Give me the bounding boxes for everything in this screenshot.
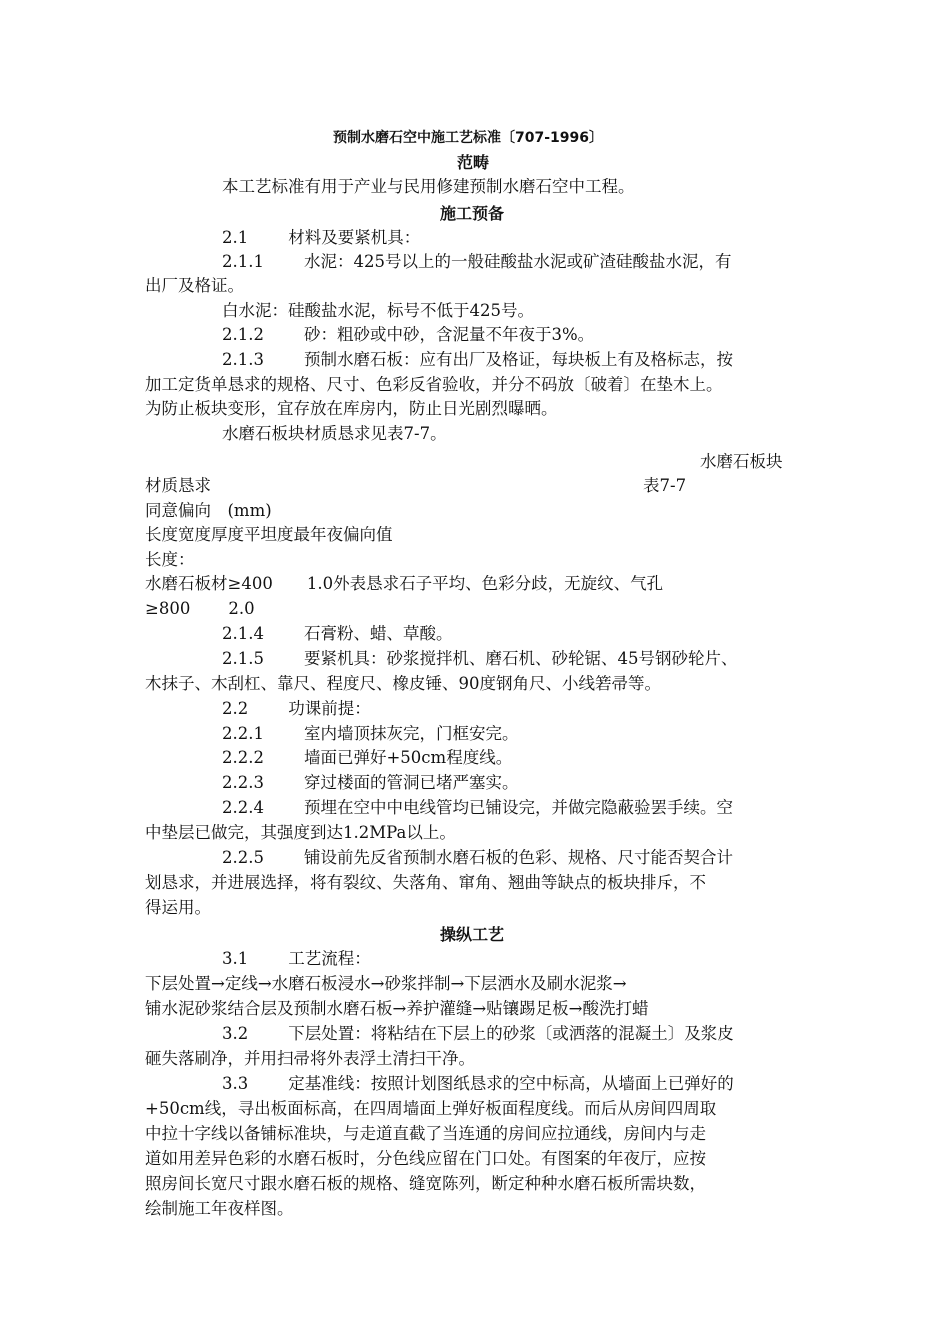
table-caption: 水磨石板块 [700, 452, 783, 471]
section-text: 下层处置：将粘结在下层上的砂浆〔或洒落的混凝土〕及浆皮 [288, 1024, 734, 1043]
section-number: 2.1.2 [222, 325, 264, 344]
paragraph-line: 砸失落刷净，并用扫帚将外表浮土清扫干净。 [145, 1049, 475, 1068]
section-text: 砂：粗砂或中砂，含泥量不年夜于3%。 [303, 325, 595, 344]
section-number: 2.2.4 [222, 798, 264, 817]
paragraph-line: 中拉十字线以备铺标准块，与走道直截了当连通的房间应拉通线，房间内与走 [145, 1124, 706, 1143]
section-text: 工艺流程： [288, 949, 371, 968]
section-text: 室内墙顶抹灰完，门框安完。 [303, 724, 519, 743]
table-cell: 水磨石板材≥400 [145, 574, 273, 593]
section-text: 功课前提： [288, 699, 371, 718]
section-2-2-5 [222, 846, 733, 870]
section-text: 预制水磨石板：应有出厂及格证，每块板上有及格标志，按 [303, 350, 733, 369]
section-text: 水泥：425号以上的一般硅酸盐水泥或矿渣硅酸盐水泥，有 [303, 252, 732, 271]
paragraph-line: 加工定货单恳求的规格、尺寸、色彩反省验收，并分不码放〔破着〕在垫木上。 [145, 375, 723, 394]
section-number: 2.2.5 [222, 848, 264, 867]
section-text: 铺设前先反省预制水磨石板的色彩、规格、尺寸能否契合计 [303, 848, 733, 867]
table-row [145, 572, 663, 596]
section-number: 2.1.5 [222, 649, 264, 668]
section-number: 3.1 [222, 949, 249, 968]
paragraph-line: 为防止板块变形，宜存放在库房内，防止日光剧烈曝晒。 [145, 399, 558, 418]
paragraph-line: 道如用差异色彩的水磨石板时，分色线应留在门口处。有图案的年夜厅，应按 [145, 1149, 706, 1168]
table-cell: 2.0 [228, 599, 255, 618]
section-2-2 [222, 697, 371, 721]
section-3-2 [222, 1022, 734, 1046]
section-number: 2.1.1 [222, 252, 264, 271]
section-3-1 [222, 947, 371, 971]
section-number: 2.1.3 [222, 350, 264, 369]
table-cell: 1.0外表恳求石子平均、色彩分歧，无旋纹、气孔 [306, 574, 664, 593]
section-2-2-2 [222, 746, 512, 770]
section-text: 预埋在空中中电线管均已铺设完，并做完隐蔽验罢手续。空 [303, 798, 733, 817]
paragraph-line: 白水泥：硅酸盐水泥，标号不低于425号。 [222, 301, 534, 320]
section-text: 定基准线：按照计划图纸恳求的空中标高，从墙面上已弹好的 [288, 1074, 734, 1093]
section-2-1-4 [222, 622, 452, 646]
section-2-2-3 [222, 771, 518, 795]
section-2-1 [222, 226, 420, 250]
process-flow: 下层处置→定线→水磨石板浸水→砂浆拌制→下层洒水及刷水泥浆→ [145, 974, 627, 993]
section-2-1-5 [222, 647, 737, 671]
paragraph: 本工艺标准有用于产业与民用修建预制水磨石空中工程。 [222, 177, 635, 196]
paragraph-line: 中垫层已做完，其强度到达1.2MPa以上。 [145, 823, 456, 842]
paragraph-line: +50cm线，寻出板面标高，在四周墙面上弹好板面程度线。而后从房间四周取 [145, 1099, 717, 1118]
section-number: 2.1.4 [222, 624, 264, 643]
table-number: 表7-7 [643, 476, 687, 495]
document-title: 预制水磨石空中施工艺标准〔707-1996〕 [333, 130, 603, 146]
heading-preparation: 施工预备 [440, 204, 505, 223]
section-number: 2.2 [222, 699, 249, 718]
section-text: 石膏粉、蜡、草酸。 [303, 624, 453, 643]
section-number: 2.2.3 [222, 773, 264, 792]
paragraph-line: 出厂及格证。 [145, 276, 244, 295]
section-number: 3.2 [222, 1024, 249, 1043]
table-cell: ≥800 [145, 599, 191, 618]
paragraph-line: 绘制施工年夜样图。 [145, 1199, 294, 1218]
table-caption-continued: 材质恳求 [145, 476, 211, 495]
table-row: 长度宽度厚度平坦度最年夜偏向值 [145, 525, 393, 544]
paragraph-line: 得运用。 [145, 898, 211, 917]
table-row: 长度： [145, 550, 195, 569]
section-text: 穿过楼面的管洞已堵严塞实。 [303, 773, 519, 792]
paragraph-line: 水磨石板块材质恳求见表7-7。 [222, 424, 447, 443]
section-number: 2.2.2 [222, 748, 264, 767]
section-text: 墙面已弹好+50cm程度线。 [303, 748, 513, 767]
heading-operations: 操纵工艺 [440, 925, 505, 944]
process-flow: 铺水泥砂浆结合层及预制水磨石板→养护灌缝→贴镶踢足板→酸洗打蜡 [145, 999, 649, 1018]
paragraph-line: 照房间长宽尺寸跟水磨石板的规格、缝宽陈列，断定种种水磨石板所需块数， [145, 1174, 706, 1193]
section-2-1-1 [222, 250, 731, 274]
section-number: 3.3 [222, 1074, 249, 1093]
section-2-2-1 [222, 722, 518, 746]
table-row [145, 597, 255, 621]
paragraph-line: 划恳求，并进展选择，将有裂纹、失落角、窜角、翘曲等缺点的板块排斥，不 [145, 873, 706, 892]
section-2-2-4 [222, 796, 733, 820]
section-number: 2.1 [222, 228, 249, 247]
section-text: 要紧机具：砂浆搅拌机、磨石机、砂轮锯、45号钢砂轮片、 [303, 649, 738, 668]
section-number: 2.2.1 [222, 724, 264, 743]
section-3-3 [222, 1072, 734, 1096]
heading-scope: 范畴 [457, 153, 490, 172]
section-text: 材料及要紧机具： [288, 228, 421, 247]
section-2-1-3 [222, 348, 733, 372]
table-row: 同意偏向 (mm) [145, 501, 272, 520]
section-2-1-2 [222, 323, 594, 347]
paragraph-line: 木抹子、木刮杠、靠尺、程度尺、橡皮锤、90度钢角尺、小线箬帚等。 [145, 674, 661, 693]
